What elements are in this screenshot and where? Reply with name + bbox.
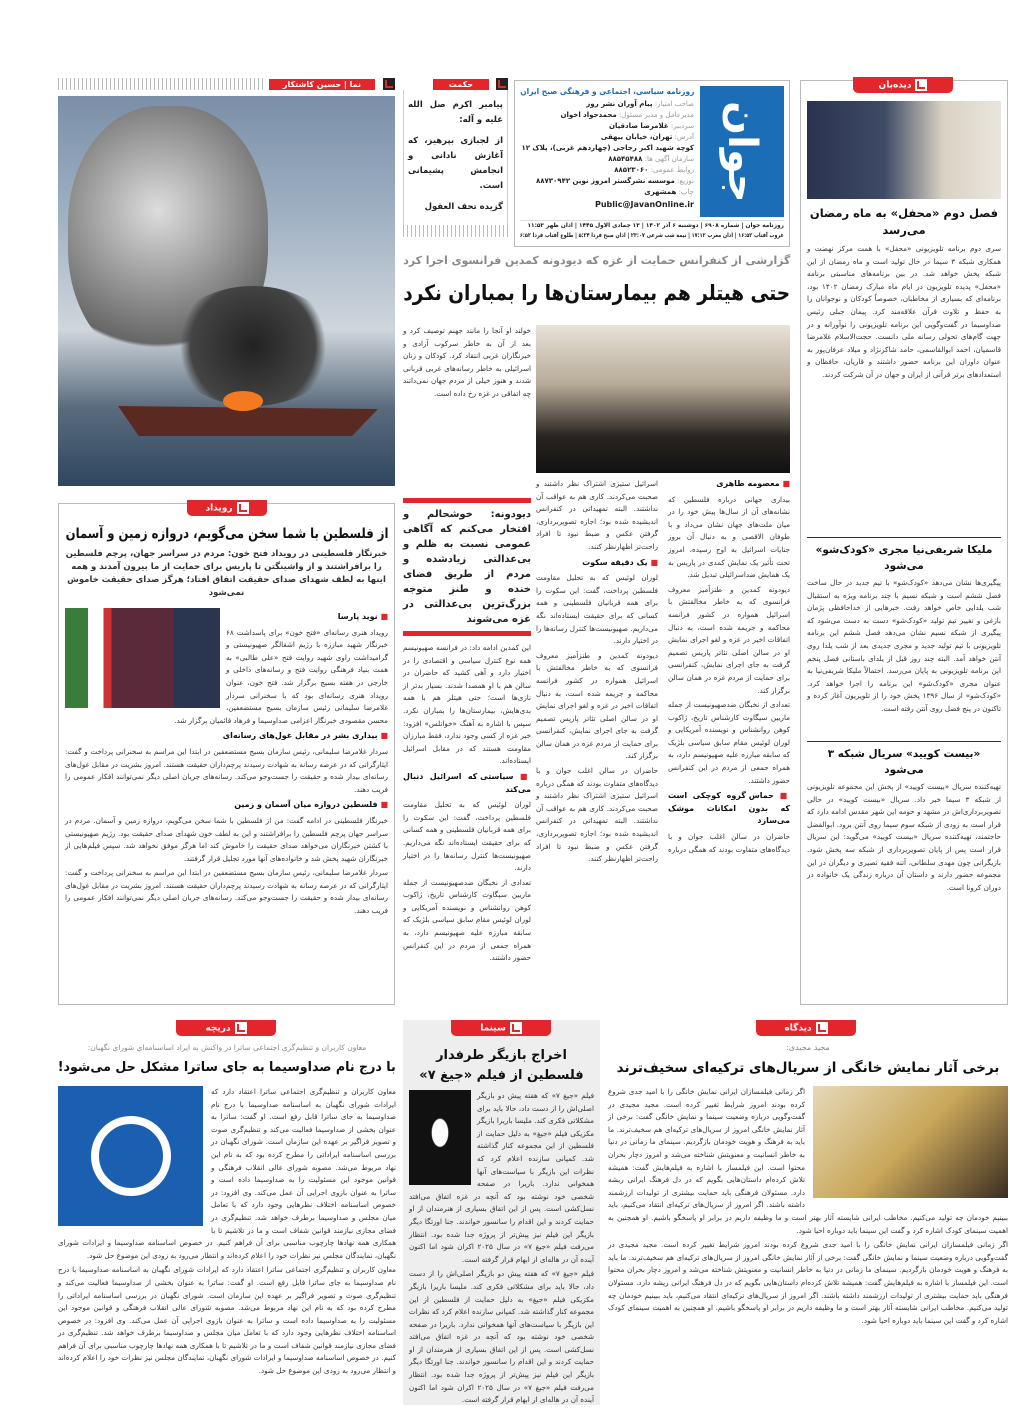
paragraph: خبرنگار فلسطینی در ادامه گفت: من از فلسطین با شما سخن می‌گویم، دروازه زمین و آسمان. مردم در سراسر جهان پرچم فلسطین را برافراشتند و این به لطف خون شهدای صدای حقیقت بود. رژیم صهیونیستی با کشتن خبرنگاران می‌خواهد صدای حقیقت را خاموش کند اما هرگز موفق نخواهد شد. سپس فیلم‌هایی از خبرنگاران شهید پخش شد و خانواده‌های آنها مورد تجلیل قرار گرفتند. bbox=[65, 815, 388, 863]
rooydad-photo bbox=[65, 608, 220, 708]
rooydad-headline[interactable]: از فلسطین با شما سخن می‌گویم، دروازه زمین و آسمان bbox=[65, 526, 388, 542]
paragraph: لوران لوئیس که به تحلیل مقاومت فلسطین پرداخت، گفت: این سکوت را برای همه قربانیان فلسطینی و همه کسانی که برای حقیقت ایستاده‌اند نگه می‌داریم. صهیونیست‌ها کنترل رسانه‌ها را در اختیار دارند. bbox=[403, 800, 531, 873]
section-label: دیده‌بان bbox=[878, 80, 912, 91]
paragraph: سردار غلامرضا سلیمانی، رئیس سازمان بسیج مستضعفین در ابتدا این مراسم به سخنرانی پرداخت و گفت: ایثارگرانی که در عرصه رسانه به شهادت رسیدند پرچم‌داران حقیقت هستند. امروز بشریت در مقابل غول‌های رسانه‌ای بیدار شده و حقیقت را جست‌وجو می‌کند. رسانه‌های جریان اصلی دیگر نمی‌توانند افکار عمومی را فریب دهند. bbox=[65, 868, 388, 916]
globe-icon bbox=[91, 1116, 171, 1196]
masthead-line-label: سازمان آگهی ها: bbox=[644, 155, 694, 163]
main-kicker: گزارشی از کنفرانس حمایت از غزه که دیودونه کمدین فرانسوی اجرا کرد bbox=[403, 254, 790, 267]
section-label: رویداد bbox=[205, 503, 233, 514]
masthead-line-value: پیام آوران نشر روز bbox=[586, 100, 653, 108]
author-name: ■ نوید پارسا bbox=[65, 611, 388, 624]
main-photo bbox=[536, 325, 790, 473]
story-headline[interactable]: ملیکا شریفی‌نیا مجری «کودک‌شو» می‌شود bbox=[815, 544, 993, 572]
paragraph: سردار غلامرضا سلیمانی، رئیس سازمان بسیج مستضعفین در ابتدا این مراسم به سخنرانی پرداخت و گفت: ایثارگرانی که در عرصه رسانه به شهادت رسیدند پرچم‌داران حقیقت هستند. امروز بشریت در مقابل غول‌های رسانه‌ای بیدار شده و حقیقت را جست‌وجو می‌کند. رسانه‌های جریان اصلی دیگر نمی‌توانند افکار عمومی را فریب دهند. bbox=[65, 746, 388, 794]
hekmat-section bbox=[403, 78, 508, 245]
paragraph: بیداری جهانی درباره فلسطین که نشانه‌های آن از سال‌ها پیش خود را در میان ملت‌های جهان نشان می‌داد و با طوفان الاقصی و به دنبال آن بروز جنایات اسرائیل به اوج رسیده، امروز تحت تأثیر یک نمایش کمدی در پاریس به یک همایش ضداسرائیلی تبدیل شد. bbox=[668, 494, 790, 580]
masthead-line-label: روابط عمومی: bbox=[650, 166, 694, 174]
paragraph: فیلم «جیغ ۷» که هفته پیش دو بازیگر اصلی‌اش را از دست داد، حالا باید برای مشکلاتی فکری کند. ملیسا باریرا بازیگر مکزیکی فیلم «جیغ» به دلیل حمایت از فلسطین از این مجموعه کنار گذاشته شد. کمپانی سازنده اعلام کرد که نظرات این بازیگر با سیاست‌های آنها همخوانی ندارد. باریرا در صفحه شخصی خود نوشته بود که آنچه در غزه اتفاق می‌افتد نسل‌کشی است. پس از این اتفاق بسیاری از هنرمندان از او حمایت کردند و این اقدام را سانسور خواندند. جنا اورتگا دیگر بازیگر این فیلم نیز پیش‌تر از پروژه جدا شده بود. انتظار می‌رفت فیلم «جیغ ۷» در سال ۲۰۲۵ اکران شود اما اکنون آینده آن در هاله‌ای از ابهام قرار گرفته است. bbox=[409, 1091, 595, 1264]
paragraph: اگر زمانی فیلمسازان ایرانی نمایش خانگی را با امید جدی شروع کرده بودند امروز شرایط تغییر کرده است. مجید مجیدی در گفت‌وگویی درباره وضعیت سینما و نمایش خانگی گفت: برخی از آثار نمایش خانگی امروز از سریال‌های ترکیه‌ای هم سخیف‌ترند. ما باید به فرهنگ و هویت خودمان بازگردیم. سینمای ما زمانی در دنیا به خاطر انسانیت و معنویتش شناخته می‌شد و امروز دچار بحران محتوا است. این فیلمساز با اشاره به فیلم‌هایش گفت: همیشه تلاش کرده‌ام داستان‌هایی بگویم که در دل فرهنگ ایرانی ریشه دارد. مسئولان فرهنگی باید حمایت بیشتری از تولیدات ارزشمند داشته باشند. اگر امروز از سریال‌های ترکیه‌ای انتقاد می‌کنیم، باید ببینیم خودمان چه تولید می‌کنیم. مخاطب ایرانی شایسته آثار بهتر است و ما وظیفه داریم در برابر او پاسخگو باشیم. او همچنین به اهمیت سینمای کودک اشاره کرد و گفت این سینما باید دوباره احیا شود. bbox=[608, 1240, 1008, 1325]
paragraph: این کمدین ادامه داد: در فرانسه صهیونیسم همه نوع کنترل سیاسی و اقتصادی را در اختیار دارد و آهی کشید که حاضران در سالن هم با او همصدا شدند. بسیار بدتر از نازی‌ها است؛ حتی هیتلر هم با همه بدی‌هایش، بیمارستان‌ها را بمباران نکرد. سپس با اشاره به آهنگ «خوانلس» افزود: خبر غزه از کسی وجود ندارد، فقط مبارزان مقاومت هستند که در مقابل اسرائیل ایستاده‌اند. bbox=[403, 643, 531, 766]
paragraph: تعدادی از نخبگان ضدصهیونیست از جمله ماریین سیگاوت کارشناس تاریخ، ژاکوب کوهن روانشناس و نویسنده آمریکایی و لوران لوئیس مقام سابق سیاسی بلژیک که سابقه مبارزه علیه صهیونیسم دارد، به همراه جمعی از مردم در این کنفرانس حضور داشتند. bbox=[403, 877, 531, 963]
paragraph: دیودونه کمدین و طنزآمیز معروف فرانسوی که به خاطر مخالفتش با اسرائیل همواره در کشور فرانسه محاکمه و جریمه شده است، به دنبال اتفاقات اخیر در غزه و لغو اجرای نمایش او در سالن اصلی تئاتر پاریس تصمیم گرفت به جای اجرای نمایش، کنفرانسی برای حمایت از مردم غزه در همان سالن برگزار کند. bbox=[668, 584, 790, 695]
masthead-line-label: چاپ: bbox=[678, 188, 694, 196]
rooydad-section bbox=[58, 503, 395, 1005]
arrow-icon bbox=[237, 502, 249, 514]
masthead-line bbox=[520, 176, 694, 187]
subheading: ■ بیداری بشر در مقابل غول‌های رسانه‌ای bbox=[65, 730, 388, 743]
paragraph: معاون کاربران و تنظیم‌گری اجتماعی ساترا اعتقاد دارد که ایرادات شورای نگهبان به اساسنامه صداوسیما با درج نام صداوسیما به جای ساترا قابل رفع است. او گفت: ساترا به عنوان بخشی از صداوسیما فعالیت می‌کند و تنظیم‌گری صوت و تصویر فراگیر بر عهده این سازمان است. شورای نگهبان در بررسی اساسنامه ایراداتی را مطرح کرده بود که به نام این نهاد مربوط می‌شد. مصوبه شورای عالی انقلاب فرهنگی و قوانین موجود این مسئولیت را به صداوسیما داده است و ساترا به عنوان بازوی اجرایی آن عمل می‌کند. وی افزود: در خصوص اساسنامه اختلاف نظرهایی وجود دارد که با تعامل میان مجلس و صداوسیما برطرف خواهد شد. تنظیم‌گری در فضای مجازی نیازمند قوانین شفاف است و ما در تلاشیم تا با همکاری همه نهادها چارچوب مناسبی برای آن فراهم کنیم. در خصوص اساسنامه صداوسیما و ایرادات شورای نگهبان، نمایندگان مجلس نیز نظرات خود را اعلام کرده‌اند و انتظار می‌رود به زودی این موضوع حل شود. bbox=[58, 1265, 396, 1376]
section-label: سینما bbox=[480, 1023, 506, 1034]
masthead-line-value: کوچه شهید اکبر رجاجی (چهاردهم غربی)، پلاک ۱۲ bbox=[521, 144, 694, 152]
paragraph: رویداد هنری رسانه‌ای «فتح خون» برای پاسداشت ۶۸ خبرنگار شهید مبارزه با رژیم اشغالگر صهیونیستی و گرامیداشت راوی شهید روایت فتح «علی طالبی» به همت بنیاد فرهنگی روایت فتح و رسانه‌های داخلی و خارجی در هفته بسیج برگزار شد. فتح خون، عنوان رویداد هنری رسانه‌ای بود که با سخنرانی سردار غلامرضا سلیمانی رئیس سازمان بسیج مستضعفین، محسن مقصودی خبرنگار اعزامی صداوسیما و فرهاد قائمیان برگزار شد. bbox=[174, 627, 388, 725]
arrow-icon bbox=[235, 1022, 247, 1034]
section-label: دریچه bbox=[205, 1023, 231, 1034]
pull-quote: دیودونه: خوشحالم و افتخار می‌کنم که آگاهی عمومی نسبت به ظلم و بی‌عدالتی زیادشده و مردم از طریق فضای خنده و طنز متوجه بزرگ‌ترین بی‌عدالتی در غزه می‌شوند bbox=[403, 498, 531, 636]
cinema-headline[interactable]: اخراج بازیگر طرفدار فلسطین از فیلم «جیغ ۷» bbox=[419, 1048, 584, 1083]
main-left-column bbox=[403, 498, 531, 1000]
section-label: دیدگاه bbox=[784, 1023, 812, 1034]
masthead-line-value: تهران، خیابان بیهقی bbox=[600, 133, 673, 141]
scream-mask-photo bbox=[409, 1090, 471, 1185]
paragraph: اگر زمانی فیلمسازان ایرانی نمایش خانگی را با امید جدی شروع کرده بودند امروز شرایط تغییر کرده است. مجید مجیدی در گفت‌وگویی درباره وضعیت سینما و نمایش خانگی گفت: برخی از آثار نمایش خانگی امروز از سریال‌های ترکیه‌ای هم سخیف‌ترند. ما باید به فرهنگ و هویت خودمان بازگردیم. سینمای ما زمانی در دنیا به خاطر انسانیت و معنویتش شناخته می‌شد و امروز دچار بحران محتوا است. این فیلمساز با اشاره به فیلم‌هایش گفت: همیشه تلاش کرده‌ام داستان‌هایی بگویم که در دل فرهنگ ایرانی ریشه دارد. مسئولان فرهنگی باید حمایت بیشتری از تولیدات ارزشمند داشته باشند. اگر امروز از سریال‌های ترکیه‌ای انتقاد می‌کنیم، باید ببینیم خودمان چه تولید می‌کنیم. مخاطب ایرانی شایسته آثار بهتر است و ما وظیفه داریم در برابر او پاسخگو باشیم. او همچنین به اهمیت سینمای کودک اشاره کرد و گفت این سینما باید دوباره احیا شود. bbox=[608, 1087, 1008, 1235]
masthead-line bbox=[520, 154, 694, 165]
author-name: ■ معصومه طاهری bbox=[668, 478, 790, 491]
paragraph: حاضران در سالن اغلب جوان و با دیدگاه‌های متفاوت بودند که همگی درباره اسرائیل ستیزی اشتراک نظر داشتند و صحبت می‌کردند. کاری هم به عواقب آن نداشتند. البته تمهیداتی در کنفرانس اندیشیده شده بود؛ اجازه تصویربرداری، گرفتن عکس و ضبط نبود تا افراد راحت‌تر اظهارنظر کنند. bbox=[536, 766, 658, 864]
paragraph: تعدادی از نخبگان ضدصهیونیست از جمله ماریین سیگاوت کارشناس تاریخ، ژاکوب کوهن روانشناس و نویسنده آمریکایی و لوران لوئیس مقام سابق سیاسی بلژیک که سابقه مبارزه علیه صهیونیسم دارد، به همراه جمعی از مردم در این کنفرانس حضور داشتند. bbox=[668, 700, 790, 785]
masthead-line-value: ۸۸۵۲۳۰۶۰ bbox=[614, 166, 649, 174]
arrow-icon bbox=[915, 79, 927, 91]
story-body: تهیه‌کننده سریال «بیست کویید» از پخش این مجموعه تلویزیونی از شبکه ۳ سیما خبر داد. سریال «بیست کویید» در حالی تصویربرداری‌اش در مشهد و حومه این شهر مقدس ادامه دارد که قرار است به زودی از شبکه سوم سیما روی آنتن برود. ابوالفضل حاجتمند، تهیه‌کننده سریال «بیست کویید» می‌گوید: این سریال قرار است پس از پایان تصویربرداری از شبکه سه پخش شود. بازیگرانی چون مهدی سلطانی، آتنه فقیه نصیری و دیگران در این مجموعه حضور دارند و داستان آن درباره زندگی یک خانواده در دوران کرونا است. bbox=[807, 782, 1001, 892]
arrow-icon bbox=[816, 1022, 828, 1034]
quote-text: از لجبازی بپرهیز، که آغازش نادانی و انجامش پشیمانی است. bbox=[408, 136, 503, 191]
paragraph: لوران لوئیس که به تحلیل مقاومت فلسطین پرداخت، گفت: این سکوت را برای همه قربانیان فلسطینی و همه کسانی که برای حقیقت ایستاده‌اند نگه می‌داریم. صهیونیست‌ها کنترل رسانه‌ها را در اختیار دارند. bbox=[536, 573, 658, 646]
masthead-line bbox=[520, 165, 694, 176]
masthead-line-label: صاحب امتیاز: bbox=[654, 100, 694, 108]
subheading: ■ یک دقیقه سکوت bbox=[536, 557, 658, 570]
section-label: نما | حسین کاشتکار bbox=[269, 79, 375, 90]
issue-info: روزنامه جوان | شماره ۶۹۰۸ | دوشنبه ۶ آذر ۱۴۰۲ | ۱۳ جمادی الاول ۱۴۴۵ | اذان ظهر ۱۱:۵۳ bbox=[527, 223, 784, 229]
story-body: سری دوم برنامه تلویزیونی «محفل» با همت مرکز نهضت و همکاری شبکه ۳ سیما در حال تولید است و ماه رمضان از این شبکه پخش خواهد شد. در بین برنامه‌های مناسبتی برنامه «محفل» پدیده تلویزیون در ایام ماه مبارک رمضان ۱۴۰۲ بود، برنامه‌ای که بسیاری از مخاطبان، خصوصاً کودکان و نوجوانان را به حفظ و تلاوت قرآن علاقه‌مند کرد. پیمان جبلی رئیس صداوسیما در گفت‌وگویی این برنامه تلویزیونی را نوآورانه و در جهت گام‌های تحولی رسانه ملی دانست. حجت‌الاسلام غلامرضا قاسمیان، احمد ابوالقاسمی، حامد شاکرنژاد و میلاد عرفان‌پور به عنوان داوران این برنامه حضور داشتند و قاریان، حافظان و استعدادهای برتر قرآنی از ایران و جهان در آن شرکت کردند. bbox=[807, 244, 1001, 379]
masthead-line-value: غلامرضا صادقیان bbox=[608, 122, 669, 130]
story-body: پیگیری‌ها نشان می‌دهد «کودک‌شو» با تیم جدید در حال ساخت فصل ششم است و شبکه نسیم با چند برنامه ویژه به استقبال شب یلدایی خاص خواهد رفت. خبرهایی از خداحافظی پژمان بازغی و تغییر تیم تولید «کودک‌شو» دست به دست می‌شود که پیگیری از شبکه نسیم نشان می‌دهد فصل ششم این برنامه تلویزیونی با تیم تولید جدید و مجری جدیدی بعد از شب یلدا روی آنتن خواهد آمد. البته چند روز قبل از یلدای باستانی فصل پنجم این برنامه تلویزیونی به پایان می‌رسد. احتمالاً ملیکا شریفی‌نیا به عنوان مجری «کودک‌شو» این برنامه را اجرا خواهد کرد. «کودک‌شو» از سال ۱۳۹۶ پخش خود را از تلویزیون آغاز کرده و تاکنون در پنج فصل روی آنتن رفته است. bbox=[807, 578, 1001, 713]
quote-source: گزیده تحف العقول bbox=[424, 202, 503, 212]
paragraph: معاون کاربران و تنظیم‌گری اجتماعی ساترا اعتقاد دارد که ایرادات شورای نگهبان به اساسنامه صداوسیما با درج نام صداوسیما به جای ساترا قابل رفع است. او گفت: ساترا به عنوان بخشی از صداوسیما فعالیت می‌کند و تنظیم‌گری صوت و تصویر فراگیر بر عهده این سازمان است. شورای نگهبان در بررسی اساسنامه ایراداتی را مطرح کرده بود که به نام این نهاد مربوط می‌شد. مصوبه شورای عالی انقلاب فرهنگی و قوانین موجود این مسئولیت را به صداوسیما داده است و ساترا به عنوان بازوی اجرایی آن عمل می‌کند. وی افزود: در خصوص اساسنامه اختلاف نظرهایی وجود دارد که با تعامل میان مجلس و صداوسیما برطرف خواهد شد. تنظیم‌گری در فضای مجازی نیازمند قوانین شفاف است و ما در تلاشیم تا با همکاری همه نهادها چارچوب مناسبی برای آن فراهم کنیم. در خصوص اساسنامه صداوسیما و ایرادات شورای نگهبان، نمایندگان مجلس نیز نظرات خود را اعلام کرده‌اند و انتظار می‌رود به زودی این موضوع حل شود. bbox=[58, 1087, 396, 1260]
doricheh-headline[interactable]: با درج نام صداوسیما به جای ساترا مشکل حل می‌شود! bbox=[57, 1060, 396, 1075]
masthead-line bbox=[520, 110, 694, 121]
doricheh-kicker: معاون کاربران و تنظیم‌گری اجتماعی ساترا در واکنش به ایراد اساسنامه‌ای شورای نگهبان: bbox=[87, 1043, 367, 1052]
quote-speaker: پیامبر اکرم صل الله علیه و آله: bbox=[408, 100, 503, 125]
masthead-line-label: آدرس: bbox=[674, 133, 694, 141]
cinema-section bbox=[403, 1020, 600, 1405]
masthead-line-label: توزیع: bbox=[677, 177, 694, 185]
didehban-section bbox=[800, 80, 1008, 1005]
paragraph: فیلم «جیغ ۷» که هفته پیش دو بازیگر اصلی‌اش را از دست داد، حالا باید برای مشکلاتی فکری کند. ملیسا باریرا بازیگر مکزیکی فیلم «جیغ» به دلیل حمایت از فلسطین از این مجموعه کنار گذاشته شد. کمپانی سازنده اعلام کرد که نظرات این بازیگر با سیاست‌های آنها همخوانی ندارد. باریرا در صفحه شخصی خود نوشته بود که آنچه در غزه اتفاق می‌افتد نسل‌کشی است. پس از این اتفاق بسیاری از هنرمندان از او حمایت کردند و این اقدام را سانسور خواندند. جنا اورتگا دیگر بازیگر این فیلم نیز پیش‌تر از پروژه جدا شده بود. انتظار می‌رفت فیلم «جیغ ۷» در سال ۲۰۲۵ اکران شود اما اکنون آینده آن در هاله‌ای از ابهام قرار گرفته است. bbox=[409, 1269, 595, 1405]
doricheh-section bbox=[58, 1020, 396, 1405]
subheading: ■ حماس گروه کوچکی است که بدون امکانات موشک می‌سازد bbox=[668, 790, 790, 828]
didgah-section bbox=[608, 1020, 1008, 1405]
masthead-line bbox=[520, 187, 694, 198]
masthead-line-value: همشهری bbox=[644, 188, 677, 196]
tagline: روزنامه سیاسی، اجتماعی و فرهنگی صبح ایران bbox=[519, 87, 694, 96]
masthead-line bbox=[520, 132, 694, 143]
masthead-line-value: محمدجواد اخوان bbox=[560, 111, 617, 119]
rooydad-lead: خبرنگار فلسطینی در رویداد فتح خون: مردم در سراسر جهان، پرچم فلسطین را برافراشتند و از واشینگتن تا پاریس برای حمایت از ما بیرون آمدند و همه اینها به لطف شهدای صدای حقیقت اتفاق افتاد؛ هرگز صدای حقیقت خاموش نمی‌شود bbox=[65, 549, 388, 598]
didgah-headline[interactable]: برخی آثار نمایش خانگی از سریال‌های ترکیه‌ای سخیف‌ترند bbox=[616, 1060, 1000, 1076]
paragraph: حاضران در سالن اغلب جوان و با دیدگاه‌های متفاوت بودند که همگی درباره اسرائیل ستیزی اشتراک نظر داشتند و صحبت می‌کردند. کاری هم به عواقب آن نداشتند. البته تمهیداتی در کنفرانس اندیشیده شده بود؛ اجازه تصویربرداری، گرفتن عکس و ضبط نبود تا افراد راحت‌تر اظهارنظر کنند. bbox=[536, 479, 790, 854]
subheading: ■ فلسطین دروازه میان آسمان و زمین bbox=[65, 799, 388, 812]
didgah-photo bbox=[813, 1086, 1008, 1198]
paragraph: دیودونه کمدین و طنزآمیز معروف فرانسوی که به خاطر مخالفتش با اسرائیل همواره در کشور فرانسه محاکمه و جریمه شده است، به دنبال اتفاقات اخیر در غزه و لغو اجرای نمایش او در سالن اصلی تئاتر پاریس تصمیم گرفت به جای اجرای نمایش، کنفرانسی برای حمایت از مردم غزه در همان سالن برگزار کند. bbox=[536, 650, 658, 761]
didehban-photo bbox=[807, 101, 1001, 199]
email-link[interactable]: Public@JavanOnline.ir bbox=[594, 200, 694, 209]
arrow-icon bbox=[383, 78, 395, 90]
story-headline[interactable]: فصل دوم «محفل» به ماه رمضان می‌رسد bbox=[809, 206, 999, 237]
smoke-drawing bbox=[168, 286, 338, 406]
fire-drawing bbox=[223, 391, 263, 411]
masthead-line bbox=[520, 121, 694, 132]
cartoon-section bbox=[58, 78, 395, 490]
satra-logo bbox=[58, 1086, 203, 1226]
subheading: ■ سیاستی که اسرائیل دنبال می‌کند bbox=[403, 771, 531, 796]
masthead-line-value: ۸۸۵۴۵۴۸۸ bbox=[608, 155, 643, 163]
masthead-line-label: سردبیر: bbox=[670, 122, 694, 130]
masthead-line-label: مدیرعامل و مدیر مسئول: bbox=[618, 111, 694, 119]
masthead-line bbox=[520, 143, 694, 154]
didgah-kicker: مجید مجیدی: bbox=[786, 1043, 830, 1052]
masthead-line bbox=[520, 99, 694, 110]
prayer-times: غروب آفتاب ۱۶:۵۲ | اذان مغرب ۱۷:۱۲ | نیمه شب شرعی ۲۳:۰۷ | اذان صبح فردا ۵:۲۴ | طلوع آفتاب فردا ۶:۵۲ bbox=[520, 233, 784, 239]
arrow-icon bbox=[510, 1022, 522, 1034]
masthead-line-value: موسسه نشرگستر امروز نوین ۸۸۷۳۰۹۴۲ bbox=[535, 177, 675, 185]
main-body-col3-top: خولند او آنجا را مانند جهنم توصیف کرد و بعد از آن به خاطر سرکوب آزادی و خبرنگاران غربی انتقاد کرد. کودکان و زنان اسرائیلی به خاطر رسانه‌های غربی قربانی شدند و هنوز خیلی از مردم جهان نمی‌دانند چه اتفاقی در غزه رخ داده است. bbox=[403, 326, 531, 398]
masthead bbox=[514, 80, 790, 247]
javan-logo: جوان bbox=[700, 86, 784, 217]
story-headline[interactable]: «بیست کویید» سریال شبکه ۳ می‌شود bbox=[827, 748, 981, 776]
main-headline[interactable]: حتی هیتلر هم بیمارستان‌ها را بمباران نکرد bbox=[403, 281, 790, 305]
section-label: حکمت bbox=[433, 79, 489, 90]
cartoon-image bbox=[58, 96, 395, 486]
